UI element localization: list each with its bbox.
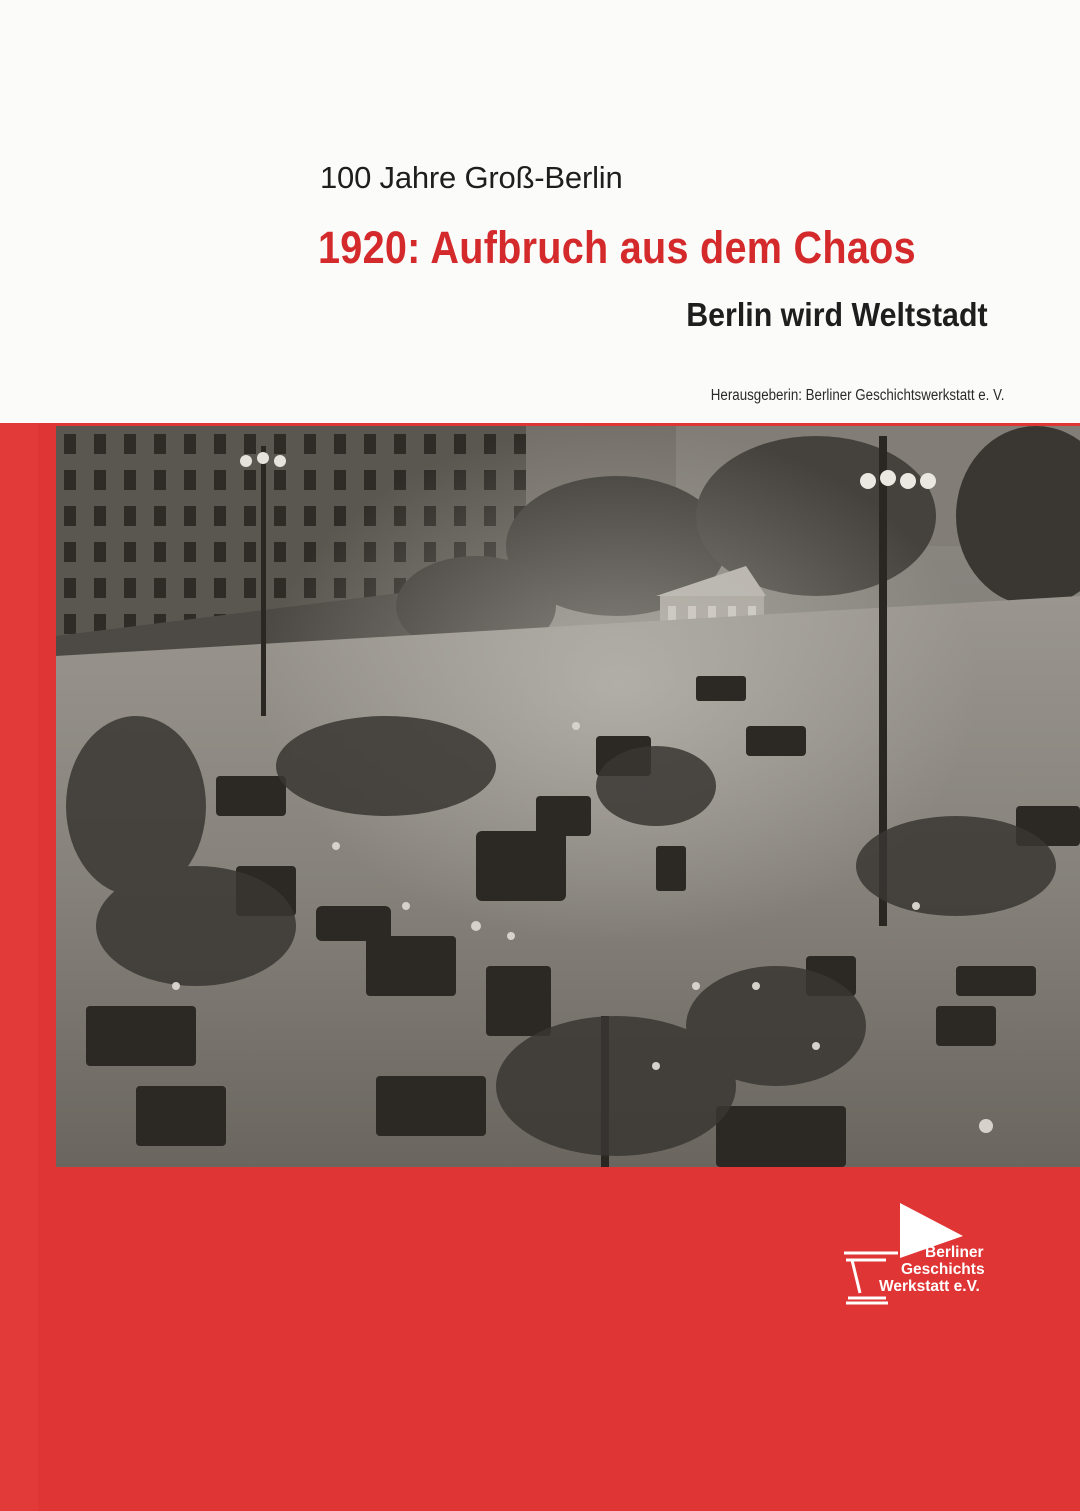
historic-photo (56, 426, 1080, 1167)
publisher-line: Herausgeberin: Berliner Geschichtswerkstatt e. V. (710, 387, 1004, 404)
spine-strip (0, 423, 38, 1511)
logo-line-1: Berliner (925, 1244, 984, 1261)
main-title: 1920: Aufbruch aus dem Chaos (318, 222, 916, 273)
series-title: 100 Jahre Groß-Berlin (320, 160, 623, 195)
logo-line-3: Werkstatt e.V. (879, 1278, 980, 1295)
cover-header-area (0, 0, 1080, 423)
photo-illustration (56, 426, 1080, 1167)
logo-line-2: Geschichts (901, 1261, 985, 1278)
logo-text (879, 1244, 985, 1295)
subtitle: Berlin wird Weltstadt (686, 296, 988, 333)
